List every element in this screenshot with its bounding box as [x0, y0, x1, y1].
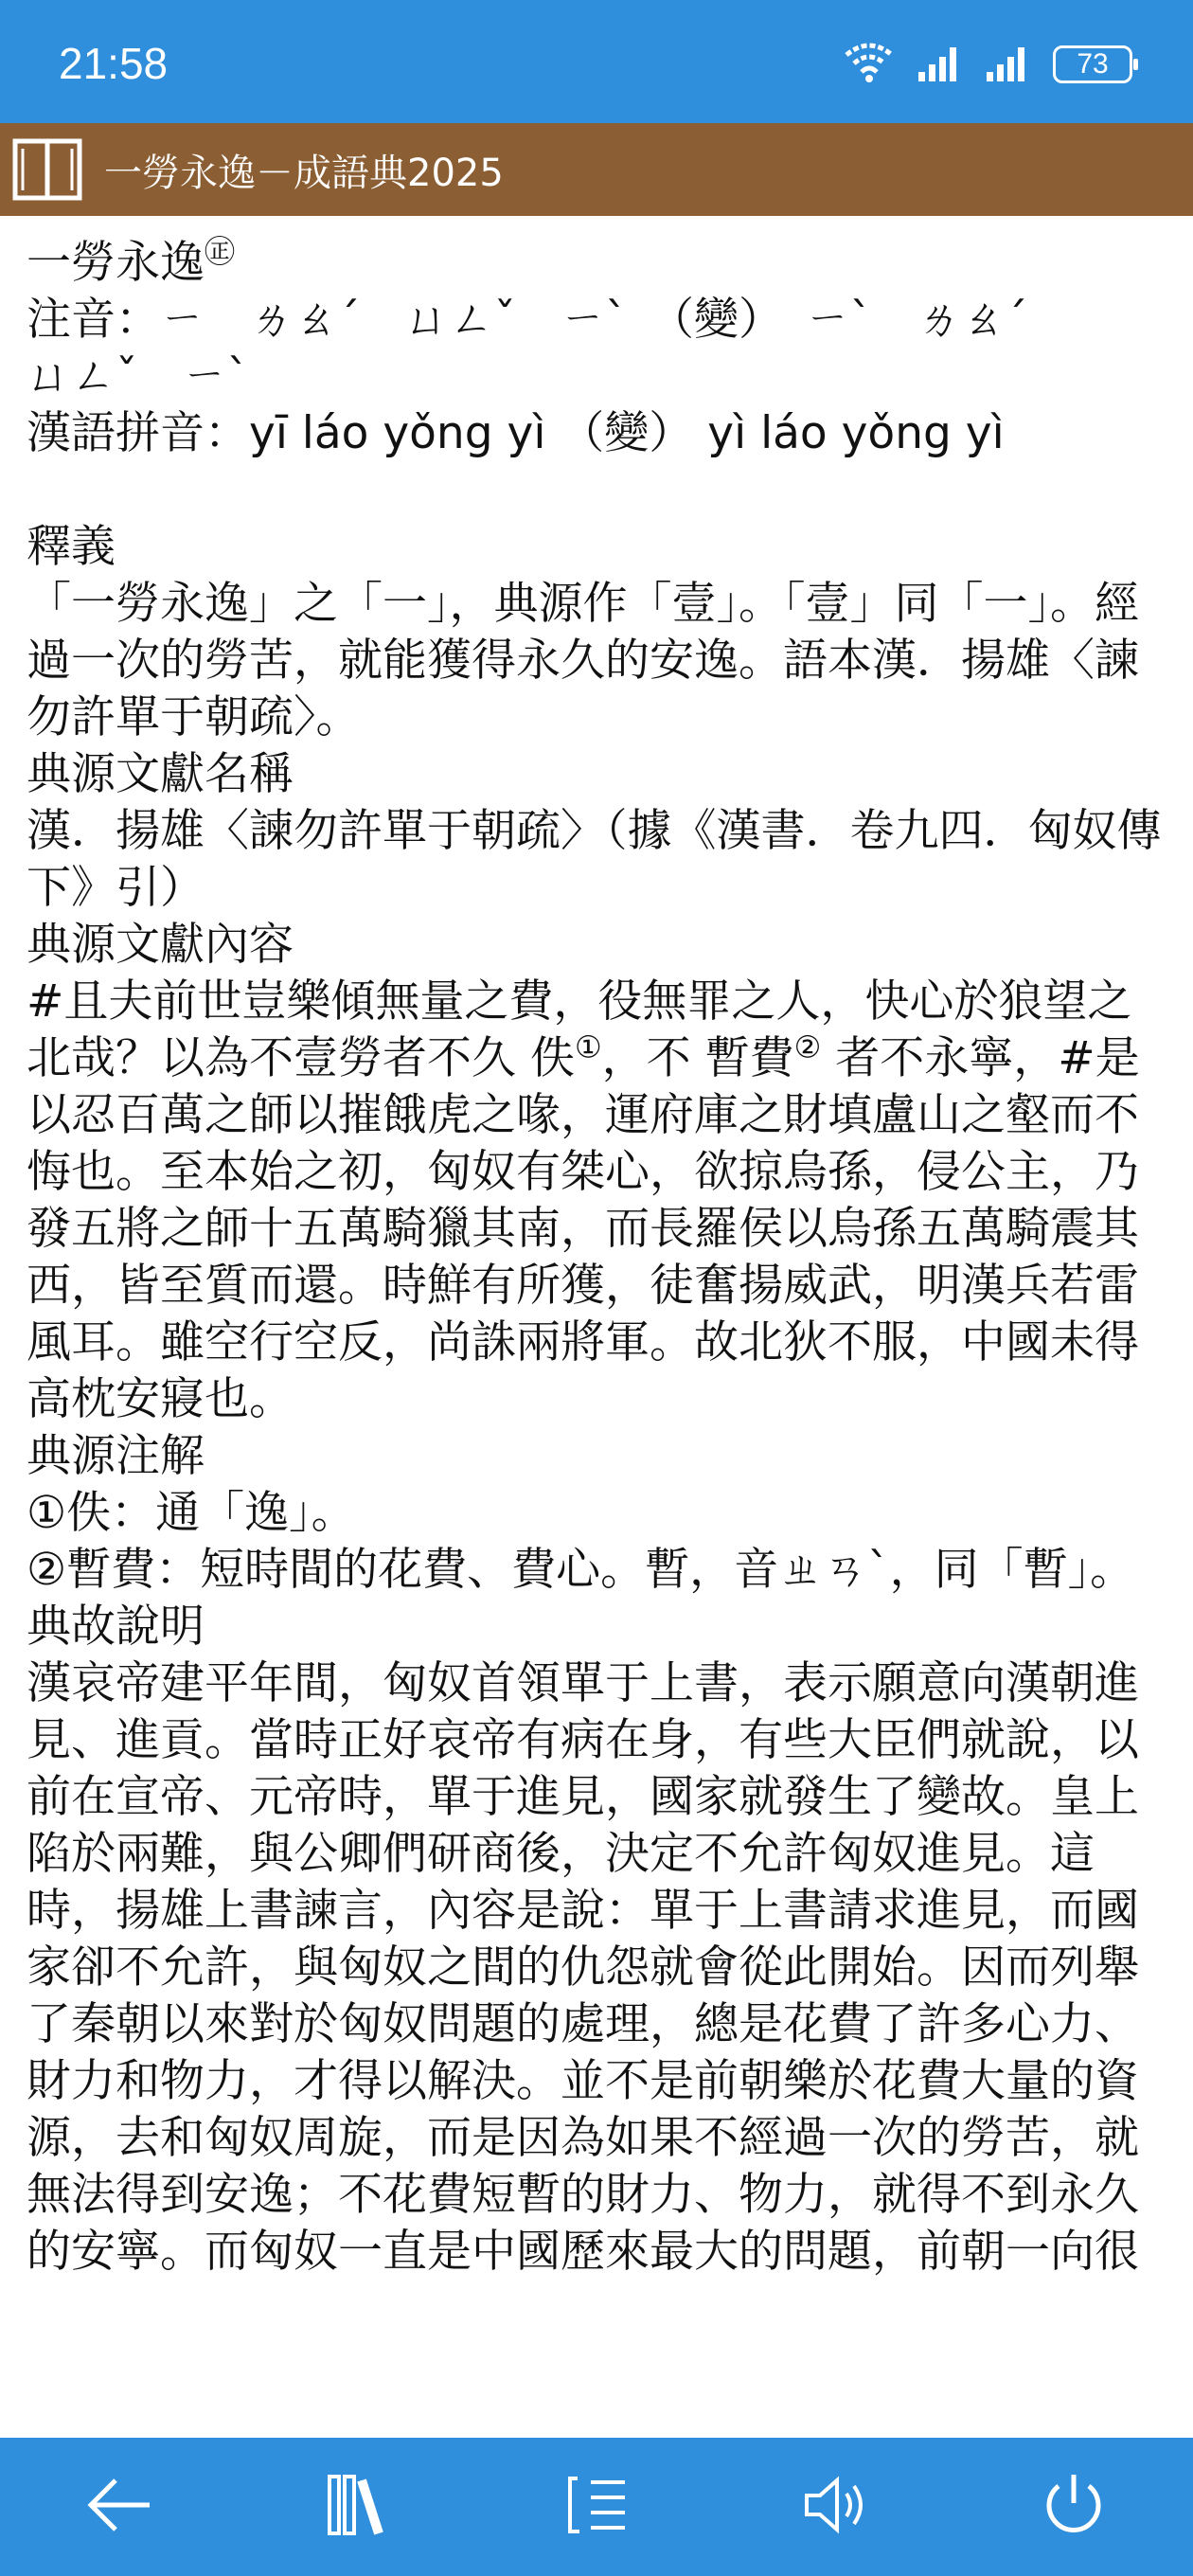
library-icon	[320, 2467, 396, 2547]
wifi-icon	[843, 42, 896, 87]
speaker-icon	[797, 2467, 873, 2547]
headword-line	[27, 235, 1168, 292]
entry-content[interactable]	[27, 235, 1168, 2437]
battery-icon: 73	[1053, 45, 1132, 83]
headword-mark: ㊣	[205, 235, 236, 270]
speaker-button[interactable]	[778, 2450, 892, 2564]
status-icons	[843, 42, 1132, 87]
source-content-heading: 典源文獻內容	[27, 919, 294, 971]
source-name-text: 漢．揚雄〈諫勿許單于朝疏〉（據《漢書．卷九四．匈奴傳下》引）	[27, 805, 1162, 914]
note-2: ②暫費：短時間的花費、費心。暫，音ㄓㄢˋ，同「暫」。	[27, 1544, 1135, 1596]
headword: 一勞永逸	[27, 237, 205, 289]
bottom-nav	[0, 2438, 1193, 2576]
shiyi-text: 「一勞永逸」之「一」，典源作「壹」。「壹」同「一」。經過一次的勞苦，就能獲得永久的安逸。語本漢．揚雄〈諫勿許單于朝疏〉。	[27, 578, 1139, 743]
source-name-heading: 典源文獻名稱	[27, 748, 294, 800]
app-title: 一勞永逸－成語典2025	[104, 151, 504, 195]
source-content-part: ，不 暫費	[601, 1032, 794, 1084]
pinyin-line: 漢語拼音：yī láo yǒng yì （變） yì láo yǒng yì	[27, 407, 1005, 459]
source-content-part: #且夫前世豈樂傾無量之費，役無罪之人，快心於狼望之北哉？以為不壹勞者不久 佚	[27, 975, 1132, 1084]
notes-heading: 典源注解	[27, 1430, 205, 1482]
source-content-part: 者不永寧，#是以忍百萬之師以摧餓虎之喙，運府庫之財填盧山之壑而不悔也。至本始之初，匈奴有桀心，欲掠烏孫，侵公主，乃發五將之師十五萬騎獵其南，而長羅侯以烏孫五萬騎震其西，皆至質而還。時鮮有所獲，徒奮揚威武，明漢兵若雷風耳。雖空行空反，尚誅兩將軍。故北狄不服，中國未得高枕安寢也。	[27, 1032, 1140, 1425]
back-button[interactable]	[62, 2450, 176, 2564]
note-1: ①佚：通「逸」。	[27, 1487, 356, 1539]
signal-icon	[917, 44, 964, 85]
spacer	[27, 462, 1168, 519]
shiyi-heading: 釋義	[27, 521, 116, 573]
status-bar	[0, 0, 1193, 123]
list-icon	[559, 2467, 634, 2547]
story-heading: 典故說明	[27, 1601, 205, 1653]
power-button[interactable]	[1017, 2450, 1131, 2564]
note-mark-1[interactable]: ①	[574, 1029, 602, 1065]
library-button[interactable]	[301, 2450, 415, 2564]
app-title-bar	[0, 123, 1193, 216]
source-content-text	[27, 974, 1168, 1428]
list-button[interactable]	[540, 2450, 653, 2564]
back-arrow-icon	[81, 2467, 157, 2547]
power-icon	[1036, 2467, 1112, 2547]
zhuyin-line2: ㄩㄥˇ ㄧˋ	[27, 350, 249, 402]
status-time: 21:58	[59, 39, 169, 88]
zhuyin-line1: 注音：ㄧ ㄌㄠˊ ㄩㄥˇ ㄧˋ （變） ㄧˋ ㄌㄠˊ	[27, 294, 1028, 346]
note-mark-2[interactable]: ②	[793, 1029, 822, 1065]
signal-icon	[985, 44, 1032, 85]
story-text: 漢哀帝建平年間，匈奴首領單于上書，表示願意向漢朝進見、進貢。當時正好哀帝有病在身，有些大臣們就說，以前在宣帝、元帝時，單于進見，國家就發生了變故。皇上陷於兩難，與公卿們研商後，決定不允許匈奴進見。這時，揚雄上書諫言，內容是說：單于上書請求進見，而國家卻不允許，與匈奴之間的仇怨就會從此開始。因而列舉了秦朝以來對於匈奴問題的處理，總是花費了許多心力、財力和物力，才得以解決。並不是前朝樂於花費大量的資源，去和匈奴周旋，而是因為如果不經過一次的勞苦，就無法得到安逸；不花費短暫的財力、物力，就得不到永久的安寧。而匈奴一直是中國歷來最大的問題，前朝一向很	[27, 1657, 1139, 2278]
book-icon[interactable]	[8, 130, 87, 209]
